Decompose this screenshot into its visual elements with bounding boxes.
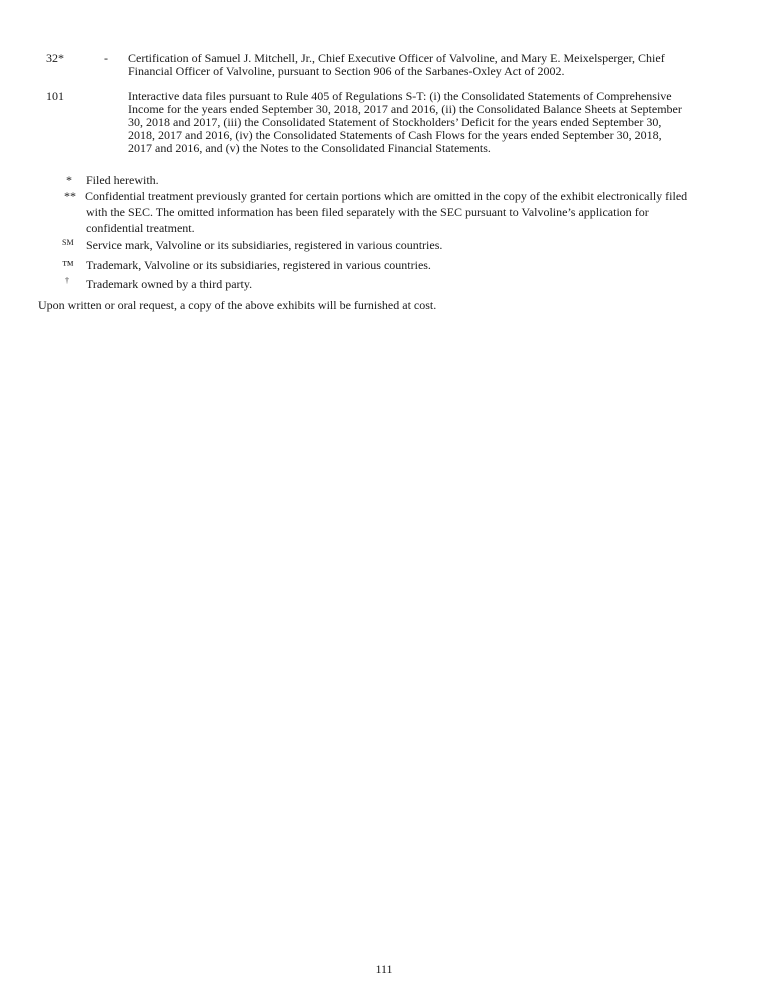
- exhibit-description: [128, 90, 728, 155]
- exhibit-description-line: 2018, 2017 and 2016, (iv) the Consolidated Statements of Cash Flows for the years ended September 30, 2018,: [128, 128, 662, 142]
- footnote-text: [86, 172, 736, 188]
- footnote-text-line: Service mark, Valvoline or its subsidiaries, registered in various countries.: [86, 238, 443, 252]
- exhibit-request-statement: Upon written or oral request, a copy of the above exhibits will be furnished at cost.: [38, 298, 437, 312]
- exhibit-description-line: Certification of Samuel J. Mitchell, Jr., Chief Executive Officer of Valvoline, and Mary E. Meixelsperger, Chief: [128, 51, 665, 65]
- exhibit-description-line: Interactive data files pursuant to Rule 405 of Regulations S-T: (i) the Consolidated Statements of Comprehensive: [128, 89, 672, 103]
- exhibit-description-line: 2017 and 2016, and (v) the Notes to the Consolidated Financial Statements.: [128, 141, 491, 155]
- exhibit-description: [128, 52, 728, 78]
- dagger-symbol: †: [65, 276, 69, 285]
- page-number: 111: [375, 962, 393, 976]
- exhibit-number: 32*: [46, 51, 64, 65]
- footnote-text-line: confidential treatment.: [86, 221, 195, 235]
- footnote-mark: *: [66, 173, 72, 187]
- footnote-text: [86, 257, 736, 273]
- footnote-text-line: Filed herewith.: [86, 173, 159, 187]
- footnote-text: [86, 276, 736, 292]
- exhibit-description-line: 30, 2018 and 2017, (iii) the Consolidated Statement of Stockholders’ Deficit for the years ended September 30,: [128, 115, 662, 129]
- exhibit-dash: -: [104, 51, 108, 65]
- footnote-text-line: with the SEC. The omitted information has been filed separately with the SEC pursuant to Valvoline’s application for: [86, 205, 649, 219]
- service-mark-symbol: SM: [62, 238, 74, 247]
- footnote-text-line: Confidential treatment previously granted for certain portions which are omitted in the copy of the exhibit electronically filed: [85, 189, 688, 203]
- trademark-symbol: ™: [62, 258, 74, 272]
- footnote-text: [86, 237, 736, 253]
- exhibit-description-line: Income for the years ended September 30, 2018, 2017 and 2016, (ii) the Consolidated Balance Sheets at September: [128, 102, 682, 116]
- exhibit-description-line: Financial Officer of Valvoline, pursuant to Section 906 of the Sarbanes-Oxley Act of 2002.: [128, 64, 565, 78]
- exhibit-number: 101: [46, 89, 64, 103]
- footnote-text-line: Trademark owned by a third party.: [86, 277, 253, 291]
- footnote-text-line: Trademark, Valvoline or its subsidiaries, registered in various countries.: [86, 258, 431, 272]
- footnote-mark: **: [64, 189, 76, 203]
- footnote-text: [85, 188, 735, 236]
